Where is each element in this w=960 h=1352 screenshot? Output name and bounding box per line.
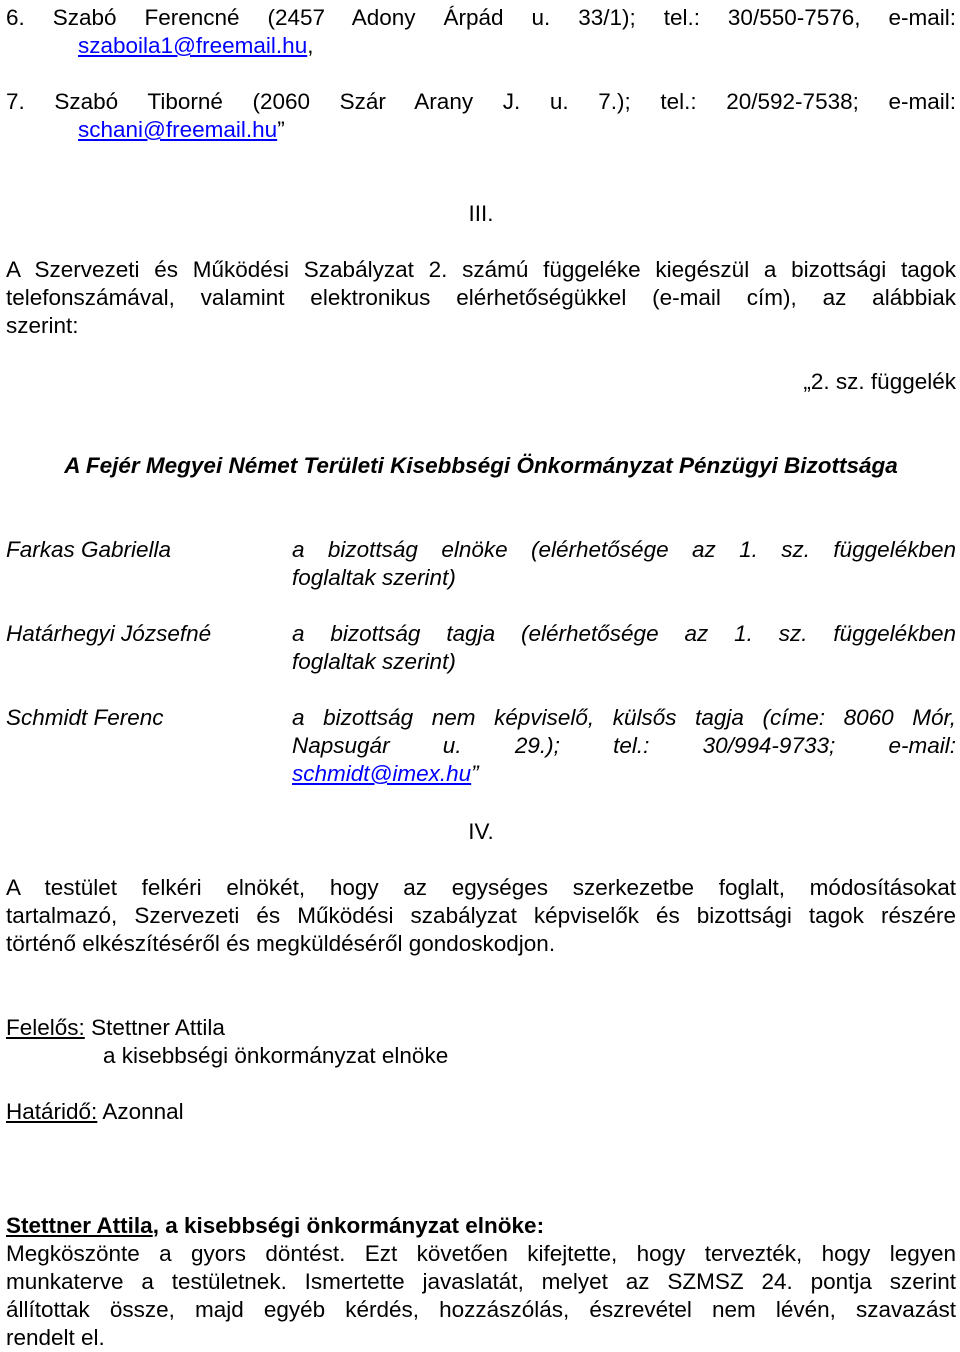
deadline-line bbox=[6, 1098, 956, 1126]
responsible-title-line bbox=[6, 1042, 956, 1070]
email-link[interactable]: schmidt@imex.hu bbox=[292, 761, 472, 786]
list-item-6-text: 6. Szabó Ferencné (2457 Adony Árpád u. 33/1); tel.: 30/550-7576, e-mail: bbox=[6, 5, 956, 30]
section3-paragraph-line1: A Szervezeti és Működési Szabályzat 2. számú függeléke kiegészül a bizottsági tagok bbox=[6, 257, 956, 282]
speaker-text-line2: munkaterve a testületnek. Ismertette javaslatát, melyet az SZMSZ 24. pontja szerint bbox=[6, 1269, 956, 1294]
section3-paragraph-line3: szerint: bbox=[6, 313, 79, 338]
list-item-7 bbox=[6, 88, 956, 116]
email-link[interactable]: szaboila1@freemail.hu bbox=[78, 33, 308, 58]
member-role bbox=[292, 536, 956, 592]
punctuation: ” bbox=[277, 117, 285, 142]
section3-paragraph-line2: telefonszámával, valamint elektronikus elérhetőségükkel (e-mail cím), az alábbiak bbox=[6, 285, 956, 310]
section4-paragraph-line2: tartalmazó, Szervezeti és Működési szabályzat képviselők és bizottsági tagok részére bbox=[6, 903, 956, 928]
responsible-label: Felelős: bbox=[6, 1015, 85, 1040]
member-role bbox=[292, 704, 956, 788]
responsible-name: Stettner Attila bbox=[91, 1015, 225, 1040]
member-name: Schmidt Ferenc bbox=[6, 705, 164, 730]
list-item-6 bbox=[6, 4, 956, 32]
speaker-text-line4: rendelt el. bbox=[6, 1325, 105, 1350]
member-name: Farkas Gabriella bbox=[6, 537, 172, 562]
list-item-7-text: 7. Szabó Tiborné (2060 Szár Arany J. u. 7.); tel.: 20/592-7538; e-mail: bbox=[6, 89, 956, 114]
member-role-line2: foglaltak szerint) bbox=[292, 649, 456, 674]
member-role-line2: Napsugár u. 29.); tel.: 30/994-9733; e-mail: bbox=[292, 733, 956, 758]
section4-paragraph-line1: A testület felkéri elnökét, hogy az egységes szerkezetbe foglalt, módosításokat bbox=[6, 875, 956, 900]
punctuation: , bbox=[307, 33, 314, 58]
member-role-line2: foglaltak szerint) bbox=[292, 565, 456, 590]
member-name: Határhegyi Józsefné bbox=[6, 621, 212, 646]
responsible-title: a kisebbségi önkormányzat elnöke bbox=[103, 1043, 449, 1068]
punctuation: ” bbox=[471, 761, 479, 786]
speaker-text-line1: Megköszönte a gyors döntést. Ezt követően kifejtette, hogy tervezték, hogy legyen bbox=[6, 1241, 956, 1266]
member-email-line bbox=[292, 760, 956, 788]
appendix-label: „2. sz. függelék bbox=[803, 369, 956, 394]
section-numeral-iii: III. bbox=[468, 201, 494, 226]
member-role bbox=[292, 620, 956, 676]
speaker-text-line3: állítottak össze, majd egyéb kérdés, hozzászólás, észrevétel nem lévén, szavazást bbox=[6, 1297, 956, 1322]
list-item-6-email-line bbox=[6, 32, 956, 60]
committee-title: A Fejér Megyei Német Területi Kisebbségi Önkormányzat Pénzügyi Bizottsága bbox=[64, 453, 898, 478]
speaker-heading bbox=[6, 1212, 956, 1240]
deadline-label: Határidő: bbox=[6, 1099, 98, 1124]
member-role-line1: a bizottság nem képviselő, külsős tagja (címe: 8060 Mór, bbox=[292, 705, 956, 730]
list-item-7-email-line bbox=[6, 116, 956, 144]
speaker-title: , a kisebbségi önkormányzat elnöke: bbox=[152, 1213, 545, 1238]
deadline-value: Azonnal bbox=[102, 1099, 184, 1124]
email-link[interactable]: schani@freemail.hu bbox=[78, 117, 278, 142]
responsible-line bbox=[6, 1014, 956, 1042]
speaker-name: Stettner Attila bbox=[6, 1213, 153, 1238]
section4-paragraph-line3: történő elkészítéséről és megküldéséről gondoskodjon. bbox=[6, 931, 556, 956]
member-role-line1: a bizottság elnöke (elérhetősége az 1. sz. függelékben bbox=[292, 537, 956, 562]
member-role-line1: a bizottság tagja (elérhetősége az 1. sz. függelékben bbox=[292, 621, 956, 646]
section-numeral-iv: IV. bbox=[468, 819, 494, 844]
